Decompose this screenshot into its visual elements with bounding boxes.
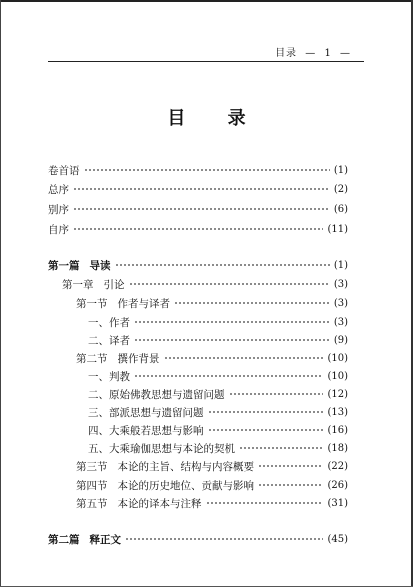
toc-section-entry[interactable] — [76, 478, 348, 492]
part-number: 第一篇 — [48, 259, 80, 272]
running-head — [271, 44, 351, 59]
dot-leader — [164, 357, 324, 359]
toc-section-label — [76, 459, 254, 474]
toc-section-entry[interactable] — [76, 459, 348, 473]
toc-entry-page: (26) — [327, 479, 348, 491]
toc-subitem-entry[interactable] — [88, 333, 348, 347]
header-rule — [48, 61, 364, 62]
dot-leader — [134, 375, 323, 377]
chapter-title: 引论 — [103, 278, 125, 291]
toc-entry-page: (45) — [327, 533, 348, 545]
toc-entry-page: (10) — [327, 352, 348, 364]
toc-entry-page: (6) — [333, 203, 348, 215]
toc-part-entry[interactable] — [48, 258, 348, 272]
toc-entry[interactable] — [48, 163, 348, 177]
toc-section-label — [76, 496, 202, 511]
page-border-top — [0, 0, 413, 2]
chapter-number: 第一章 — [62, 278, 94, 291]
toc-entry-page: (10) — [327, 370, 348, 382]
toc-entry[interactable] — [48, 222, 348, 236]
toc-entry-page: (16) — [327, 424, 348, 436]
toc-section-entry[interactable] — [76, 296, 348, 310]
dot-leader — [134, 321, 330, 323]
toc-entry-page: (31) — [327, 497, 348, 509]
dot-leader — [125, 538, 323, 540]
toc-entry-label: 卷首语 — [48, 164, 80, 177]
section-number: 第五节 — [76, 497, 108, 510]
toc-subitem-label: 二、原始佛教思想与遗留问题 — [88, 388, 225, 401]
toc-subitem-entry[interactable] — [88, 441, 348, 455]
part-title: 导读 — [89, 259, 111, 272]
dot-leader — [115, 264, 330, 266]
section-number: 第三节 — [76, 460, 108, 473]
toc-entry-page: (22) — [327, 460, 348, 472]
toc-subitem-label: 二、译者 — [88, 334, 130, 347]
page-border-left — [0, 0, 1, 587]
toc-subitem-label: 一、判教 — [88, 370, 130, 383]
toc-section-label — [76, 296, 170, 311]
section-title: 作者与译者 — [117, 297, 170, 310]
section-title: 本论的译本与注释 — [117, 497, 202, 510]
toc-entry-page: (3) — [333, 278, 348, 290]
section-title: 撰作背景 — [117, 352, 160, 365]
toc-subitem-entry[interactable] — [88, 423, 348, 437]
toc-entry-page: (9) — [333, 334, 348, 346]
dot-leader — [129, 283, 330, 285]
toc-section-entry[interactable] — [76, 351, 348, 365]
dot-leader — [73, 188, 330, 190]
toc-subitem-entry[interactable] — [88, 405, 348, 419]
section-number: 第二节 — [76, 352, 108, 365]
toc-part-label — [48, 258, 111, 273]
toc-entry-page: (12) — [327, 388, 348, 400]
toc-entry-label: 别序 — [48, 203, 69, 216]
dot-leader — [239, 447, 323, 449]
dot-leader — [174, 302, 330, 304]
page-title: 目 录 — [167, 108, 264, 129]
toc-subitem-label: 五、大乘瑜伽思想与本论的契机 — [88, 442, 235, 455]
dot-leader — [258, 465, 323, 467]
dot-leader — [208, 429, 324, 431]
dot-leader — [229, 393, 324, 395]
part-title: 释正文 — [89, 533, 121, 546]
toc-entry[interactable] — [48, 182, 348, 196]
running-head-page-number: 1 — [324, 48, 332, 59]
running-head-dash-right: — — [340, 48, 351, 59]
toc-subitem-entry[interactable] — [88, 369, 348, 383]
running-head-dash-left: — — [305, 48, 317, 59]
toc-entry-page: (3) — [333, 316, 348, 328]
toc-part-entry[interactable] — [48, 532, 348, 546]
section-number: 第四节 — [76, 479, 108, 492]
toc-section-label — [76, 351, 160, 366]
part-number: 第二篇 — [48, 533, 80, 546]
toc-entry-page: (18) — [327, 442, 348, 454]
toc-entry-page: (3) — [333, 297, 348, 309]
dot-leader — [258, 484, 323, 486]
dot-leader — [208, 411, 324, 413]
dot-leader — [73, 228, 323, 230]
running-head-section: 目录 — [275, 48, 298, 59]
dot-leader — [134, 339, 330, 341]
toc-entry-label: 自序 — [48, 223, 69, 236]
toc-entry-page: (1) — [333, 259, 348, 271]
toc-entry-page: (13) — [327, 406, 348, 418]
toc-entry-page: (2) — [333, 183, 348, 195]
section-number: 第一节 — [76, 297, 108, 310]
toc-subitem-label: 一、作者 — [88, 316, 130, 329]
section-title: 本论的历史地位、贡献与影响 — [117, 479, 254, 492]
toc-subitem-label: 四、大乘般若思想与影响 — [88, 424, 204, 437]
toc-part-label — [48, 532, 121, 547]
toc-chapter-label — [62, 277, 125, 292]
dot-leader — [206, 502, 324, 504]
toc-entry[interactable] — [48, 202, 348, 216]
toc-entry-label: 总序 — [48, 183, 69, 196]
toc-entry-page: (1) — [333, 164, 348, 176]
toc-subitem-entry[interactable] — [88, 315, 348, 329]
toc-section-label — [76, 478, 254, 493]
toc-subitem-entry[interactable] — [88, 387, 348, 401]
dot-leader — [84, 169, 330, 171]
dot-leader — [73, 208, 330, 210]
toc-subitem-label: 三、部派思想与遗留问题 — [88, 406, 204, 419]
toc-chapter-entry[interactable] — [62, 277, 348, 291]
toc-entry-page: (11) — [327, 223, 348, 235]
toc-section-entry[interactable] — [76, 496, 348, 510]
section-title: 本论的主旨、结构与内容概要 — [117, 460, 254, 473]
